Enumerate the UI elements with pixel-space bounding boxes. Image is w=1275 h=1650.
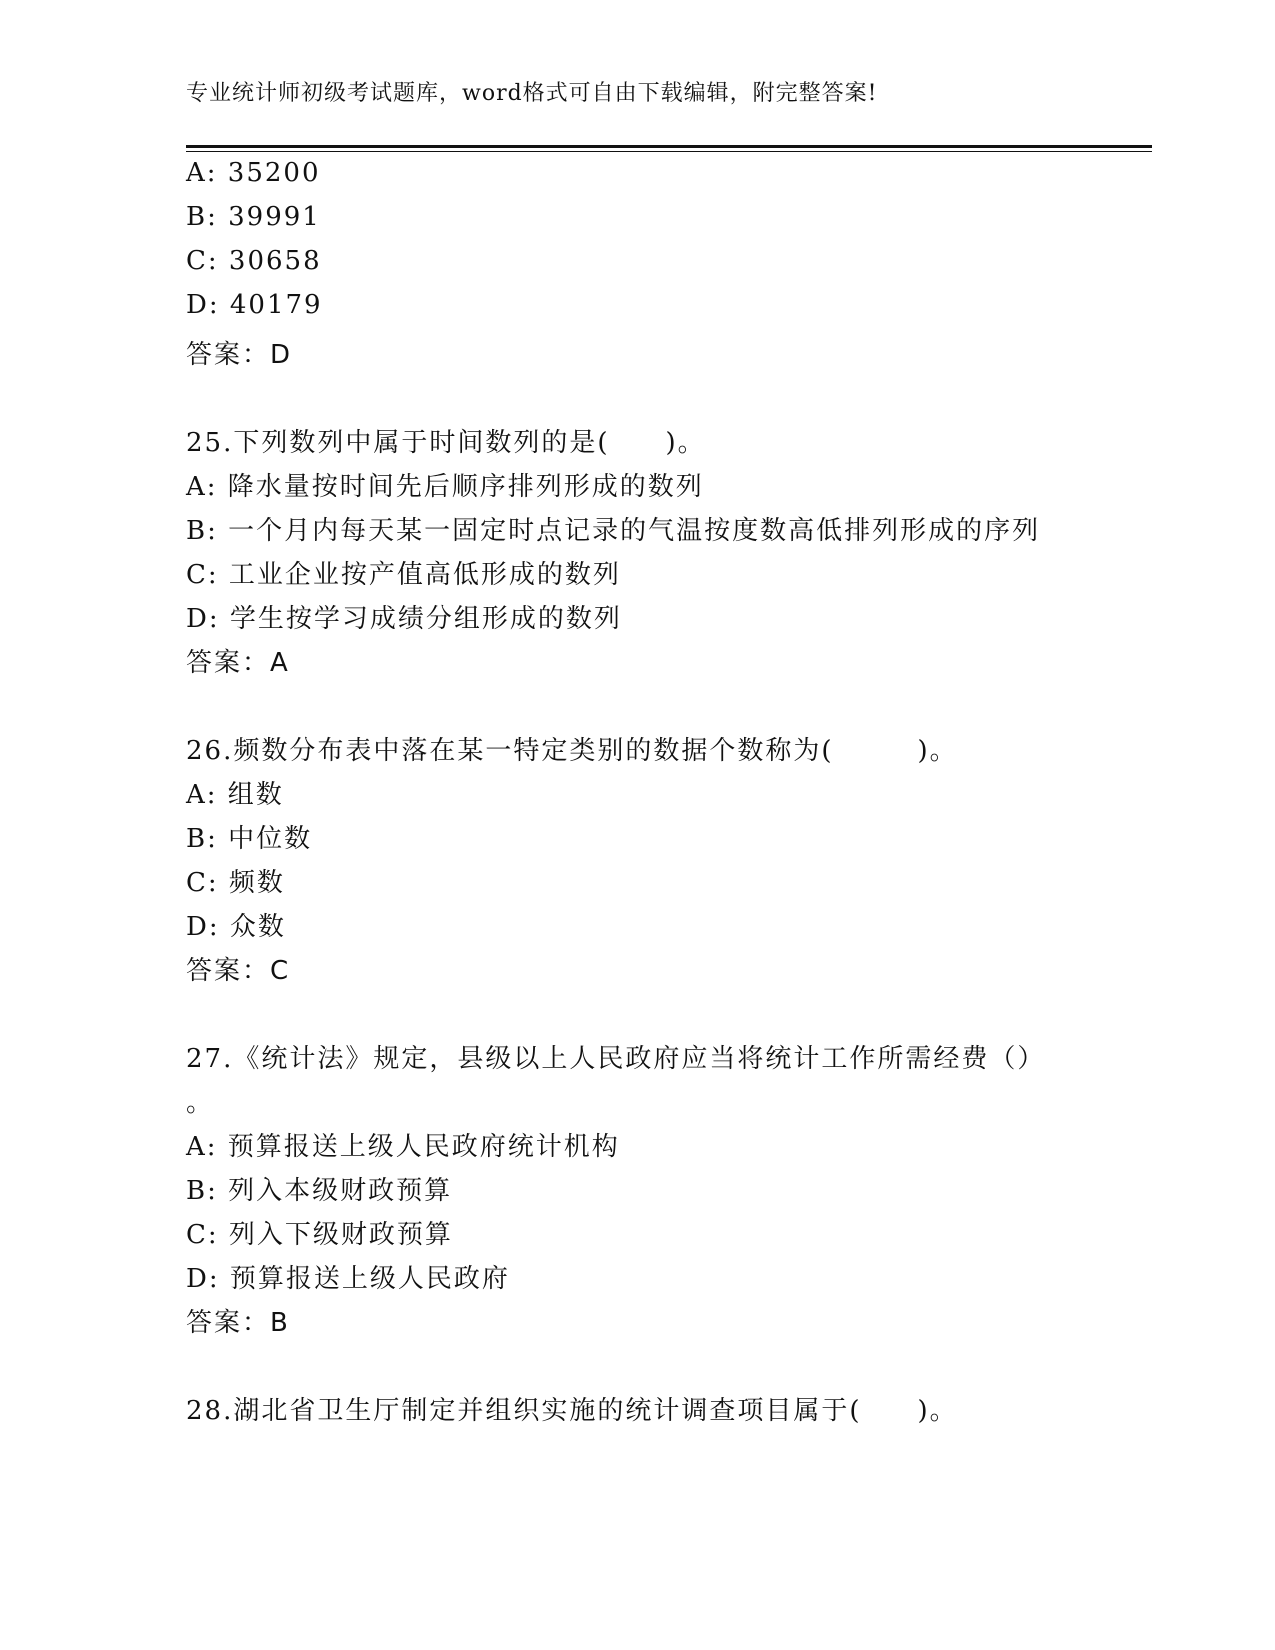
prev-option-a: A: 35200 <box>186 158 321 188</box>
q27-option-a: A: 预算报送上级人民政府统计机构 <box>186 1132 620 1162</box>
q25-option-b: B: 一个月内每天某一固定时点记录的气温按度数高低排列形成的序列 <box>186 516 1041 546</box>
q26-option-a: A: 组数 <box>186 780 284 810</box>
q25-option-c: C: 工业企业按产值高低形成的数列 <box>186 560 621 590</box>
prev-option-c: C: 30658 <box>186 246 322 276</box>
q27-option-b: B: 列入本级财政预算 <box>186 1176 453 1206</box>
q26-option-b: B: 中位数 <box>186 824 313 854</box>
q28-stem: 28.湖北省卫生厅制定并组织实施的统计调查项目属于( )。 <box>186 1396 958 1426</box>
q26-answer: 答案：C <box>186 956 291 986</box>
q27-answer: 答案：B <box>186 1308 290 1338</box>
q27-option-c: C: 列入下级财政预算 <box>186 1220 453 1250</box>
q26-option-d: D: 众数 <box>186 912 286 942</box>
q27-stem-continuation: 。 <box>186 1088 215 1118</box>
header-rule-thick <box>186 145 1152 148</box>
q27-option-d: D: 预算报送上级人民政府 <box>186 1264 510 1294</box>
q26-stem: 26.频数分布表中落在某一特定类别的数据个数称为( )。 <box>186 736 958 766</box>
q25-option-d: D: 学生按学习成绩分组形成的数列 <box>186 604 622 634</box>
prev-option-b: B: 39991 <box>186 202 321 232</box>
prev-option-d: D: 40179 <box>186 290 323 320</box>
q25-option-a: A: 降水量按时间先后顺序排列形成的数列 <box>186 472 704 502</box>
prev-answer: 答案：D <box>186 340 293 370</box>
q25-stem: 25.下列数列中属于时间数列的是( )。 <box>186 428 706 458</box>
q27-stem: 27.《统计法》规定，县级以上人民政府应当将统计工作所需经费（） <box>186 1044 1046 1074</box>
q26-option-c: C: 频数 <box>186 868 285 898</box>
q25-answer: 答案：A <box>186 648 290 678</box>
page-header: 专业统计师初级考试题库，word格式可自由下载编辑，附完整答案! <box>186 81 878 106</box>
header-rule-thin <box>186 151 1152 152</box>
